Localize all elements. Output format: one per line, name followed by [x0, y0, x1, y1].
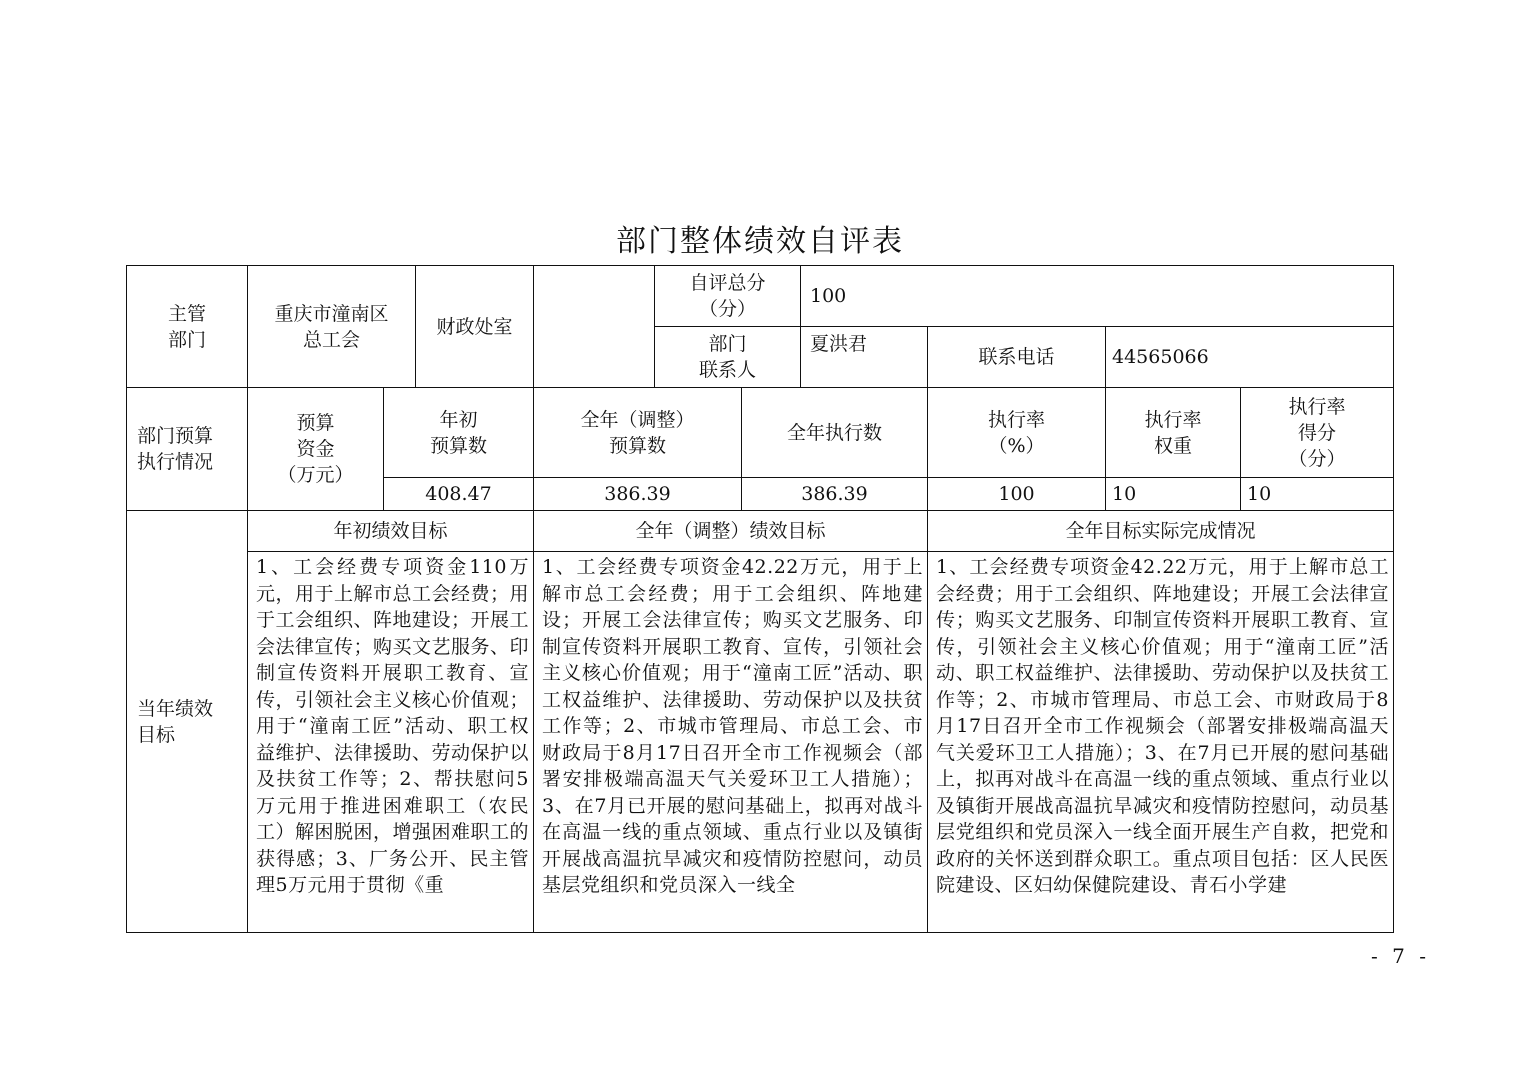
budget-col-initial: 年初 预算数	[429, 408, 487, 457]
score-value: 100	[810, 285, 847, 307]
phone-label: 联系电话	[978, 346, 1055, 368]
budget-col-rate: 执行率 （%）	[987, 408, 1045, 457]
budget-col-adjusted: 全年（调整） 预算数	[580, 408, 695, 457]
budget-fund-label: 预算 资金 （万元）	[277, 412, 354, 486]
goals-section-label: 当年绩效 目标	[137, 697, 214, 746]
score-label: 自评总分 （分）	[689, 272, 766, 320]
budget-value-initial: 408.47	[425, 483, 492, 505]
goals-actual-text: 1、工会经费专项资金42.22万元，用于上解市总工会经费；用于工会组织、阵地建设；开展工会法律宣传；购买文艺服务、印制宣传资料开展职工教育、宣传，引领社会主义核心价值观；用于“潼南工匠”活动、职工权益维护、法律援助、劳动保护以及扶贫工作等；2、市城市管理局、市总工会、市财政局于8月17日召开全市工作视频会（部署安排极端高温天气关爱环卫工人措施）；3、在7月已开展的慰问基础上，拟再对战斗在高温一线的重点领域、重点行业以及镇街开展战高温抗旱减灾和疫情防控慰问，动员基层党组织和党员深入一线全面开展生产自救，把党和政府的关怀送到群众职工。重点项目包括：区人民医院建设、区妇幼保健院建设、青石小学建	[936, 556, 1389, 896]
goals-col-initial: 年初绩效目标	[333, 520, 448, 542]
contact-label: 部门 联系人	[698, 333, 756, 381]
phone-value: 44565066	[1112, 346, 1209, 368]
budget-col-weight: 执行率 权重	[1144, 408, 1202, 457]
goals-col-actual: 全年目标实际完成情况	[1065, 520, 1256, 542]
goals-initial-text: 1、工会经费专项资金110万元，用于上解市总工会经费；用于工会组织、阵地建设；开展工会法律宣传；购买文艺服务、印制宣传资料开展职工教育、宣传，引领社会主义核心价值观；用于“潼南工匠”活动、职工权益维护、法律援助、劳动保护以及扶贫工作等；2、帮扶慰问5万元用于推进困难职工（农民工）解困脱困，增强困难职工的获得感；3、厂务公开、民主管理5万元用于贯彻《重	[256, 556, 530, 896]
dept-name: 重庆市潼南区 总工会	[274, 302, 389, 351]
contact-name: 夏洪君	[810, 333, 868, 355]
budget-value-rate: 100	[998, 483, 1035, 505]
budget-value-adjusted: 386.39	[604, 483, 671, 505]
budget-col-executed: 全年执行数	[786, 421, 882, 444]
page-number: - 7 -	[1371, 944, 1430, 968]
budget-value-score: 10	[1247, 483, 1272, 505]
page-title: 部门整体绩效自评表	[616, 224, 904, 259]
budget-value-executed: 386.39	[801, 483, 868, 505]
goals-adjusted-text: 1、工会经费专项资金42.22万元，用于上解市总工会经费；用于工会组织、阵地建设；开展工会法律宣传；购买文艺服务、印制宣传资料开展职工教育、宣传，引领社会主义核心价值观；用于“潼南工匠”活动、职工权益维护、法律援助、劳动保护以及扶贫工作等；2、市城市管理局、市总工会、市财政局于8月17日召开全市工作视频会（部署安排极端高温天气关爱环卫工人措施）；3、在7月已开展的慰问基础上，拟再对战斗在高温一线的重点领域、重点行业以及镇街开展战高温抗旱减灾和疫情防控慰问，动员基层党组织和党员深入一线全	[542, 556, 923, 896]
budget-col-score: 执行率 得分 （分）	[1288, 395, 1346, 470]
budget-section-label: 部门预算 执行情况	[137, 425, 214, 473]
office-label: 财政处室	[436, 315, 513, 338]
budget-value-weight: 10	[1112, 483, 1137, 505]
dept-label: 主管 部门	[167, 302, 206, 351]
goals-col-adjusted: 全年（调整）绩效目标	[635, 520, 826, 542]
